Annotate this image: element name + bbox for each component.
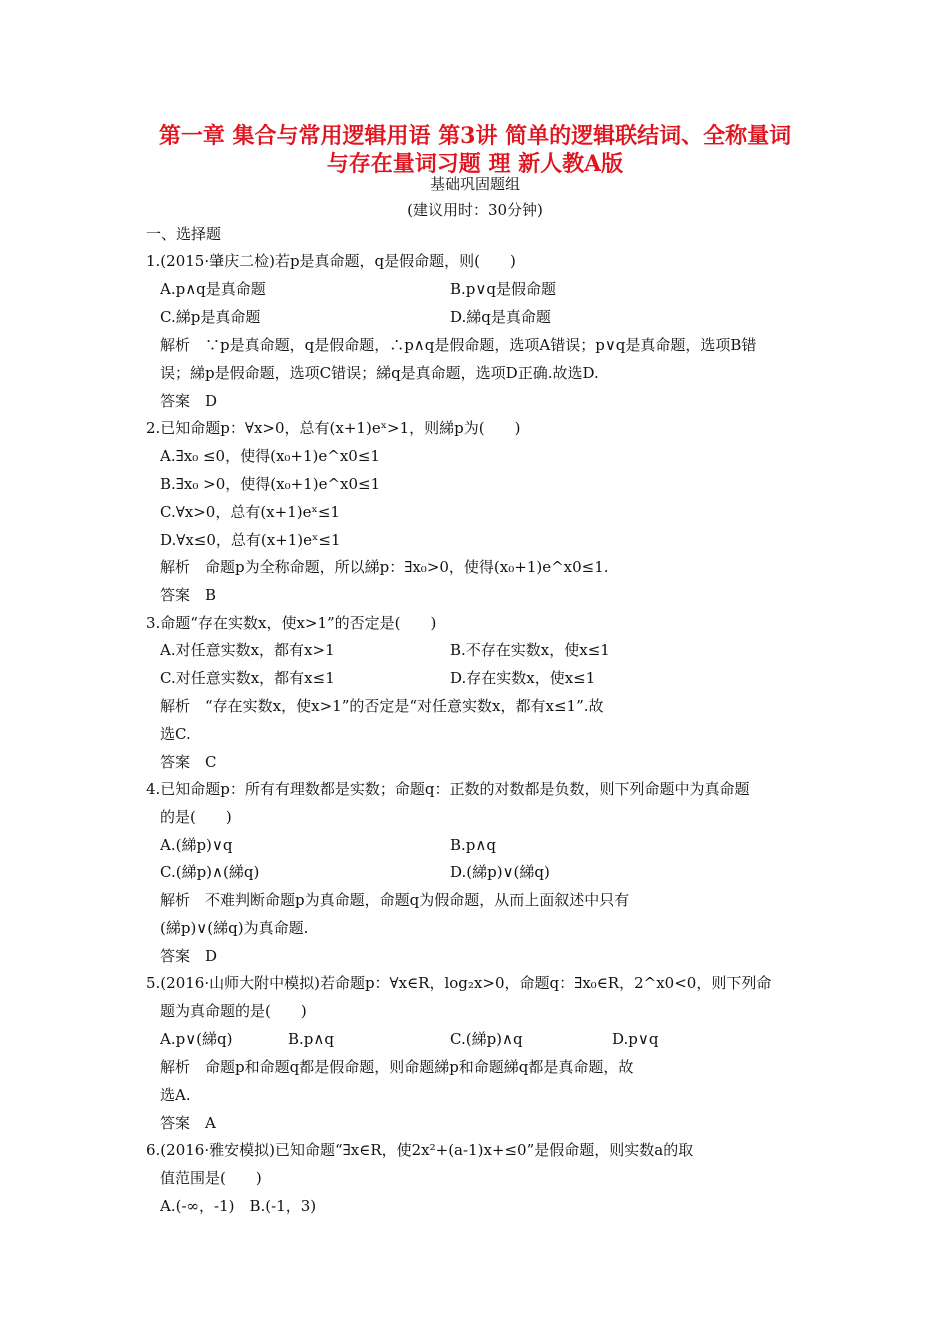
subtitle: 基础巩固题组 [429,175,520,193]
q3-answer: 答案 C [160,753,217,771]
q3-option-b: B.不存在实数x，使x≤1 [450,641,610,659]
q2-analysis: 解析 命题p为全称命题，所以綈p：∃x₀>0，使得(x₀+1)e^x0≤1. [160,558,609,576]
q3-option-c: C.对任意实数x，都有x≤1 [160,669,335,687]
q4-stem-line-1: 4.已知命题p：所有有理数都是实数；命题q：正数的对数都是负数，则下列命题中为真命题 [146,780,750,798]
q4-analysis-line-2: (綈p)∨(綈q)为真命题. [160,919,309,937]
q1-answer: 答案 D [160,392,218,410]
q6-stem-line-2: 值范围是( ) [160,1169,262,1187]
q2-stem: 2.已知命题p：∀x>0，总有(x+1)eˣ>1，则綈p为( ) [146,419,521,437]
document-title-line-1: 第一章 集合与常用逻辑用语 第3讲 简单的逻辑联结词、全称量词 [158,123,792,149]
q1-option-c: C.綈p是真命题 [160,308,261,326]
q3-stem: 3.命题“存在实数x，使x>1”的否定是( ) [146,614,437,632]
q5-option-d: D.p∨q [612,1030,659,1048]
q2-option-d: D.∀x≤0，总有(x+1)eˣ≤1 [160,531,341,549]
q5-option-c: C.(綈p)∧q [450,1030,523,1048]
section-heading: 一、选择题 [146,225,222,243]
q5-answer: 答案 A [160,1114,216,1132]
document-title-line-2: 与存在量词习题 理 新人教A版 [326,151,624,177]
q2-option-a: A.∃x₀ ≤0，使得(x₀+1)e^x0≤1 [160,447,380,465]
q5-stem-line-2: 题为真命题的是( ) [160,1002,307,1020]
q3-analysis-line-2: 选C. [160,725,191,743]
q5-option-b: B.p∧q [288,1030,334,1048]
q5-option-a: A.p∨(綈q) [160,1030,233,1048]
q4-stem-line-2: 的是( ) [160,808,232,826]
q1-option-a: A.p∧q是真命题 [160,280,266,298]
q1-stem: 1.(2015·肇庆二检)若p是真命题，q是假命题，则( ) [146,252,516,270]
q1-analysis-line-2: 误；綈p是假命题，选项C错误；綈q是真命题，选项D正确.故选D. [160,364,599,382]
q1-analysis-line-1: 解析 ∵p是真命题，q是假命题，∴p∧q是假命题，选项A错误；p∨q是真命题，选项B错 [160,336,757,354]
q1-option-d: D.綈q是真命题 [450,308,551,326]
q3-option-a: A.对任意实数x，都有x>1 [160,641,335,659]
q3-option-d: D.存在实数x，使x≤1 [450,669,596,687]
q3-analysis-line-1: 解析 “存在实数x，使x>1”的否定是“对任意实数x，都有x≤1”.故 [160,697,604,715]
q6-stem-line-1: 6.(2016·雅安模拟)已知命题“∃x∈R，使2x²+(a-1)x+≤0”是假命题，则实数a的取 [146,1141,694,1159]
q2-option-b: B.∃x₀ >0，使得(x₀+1)e^x0≤1 [160,475,381,493]
q4-option-a: A.(綈p)∨q [160,836,233,854]
q4-option-c: C.(綈p)∧(綈q) [160,863,260,881]
q2-answer: 答案 B [160,586,217,604]
q5-stem-line-1: 5.(2016·山师大附中模拟)若命题p：∀x∈R，log₂x>0，命题q：∃x₀∈R，2^x0<0，则下列命 [146,974,772,992]
q2-option-c: C.∀x>0，总有(x+1)eˣ≤1 [160,503,340,521]
q4-analysis-line-1: 解析 不难判断命题p为真命题，命题q为假命题，从而上面叙述中只有 [160,891,630,909]
q4-answer: 答案 D [160,947,218,965]
time-hint: (建议用时：30分钟) [407,201,543,219]
q5-analysis-line-1: 解析 命题p和命题q都是假命题，则命题綈p和命题綈q都是真命题，故 [160,1058,634,1076]
q4-option-d: D.(綈p)∨(綈q) [450,863,550,881]
q6-options-ab: A.(-∞，-1) B.(-1，3) [160,1197,317,1215]
q5-analysis-line-2: 选A. [160,1086,191,1104]
q4-option-b: B.p∧q [450,836,496,854]
q1-option-b: B.p∨q是假命题 [450,280,556,298]
